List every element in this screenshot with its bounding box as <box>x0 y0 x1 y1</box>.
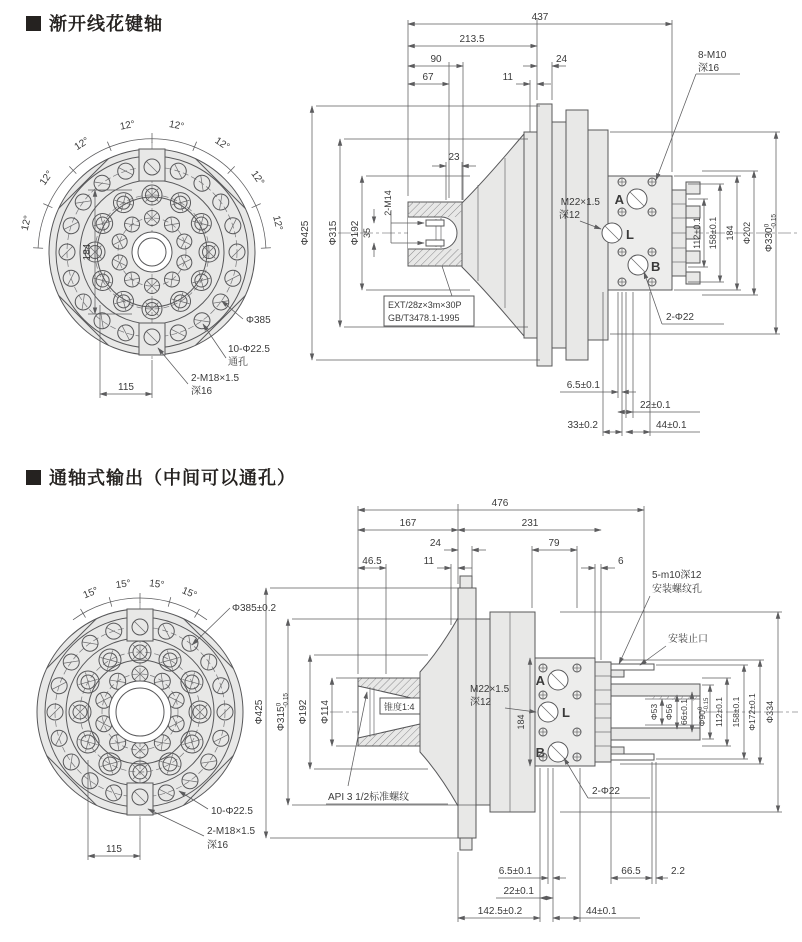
svg-text:22±0.1: 22±0.1 <box>503 886 534 897</box>
svg-text:Φ192: Φ192 <box>350 220 361 246</box>
thread-holes-label: 2-M18×1.5 <box>191 373 240 384</box>
section1-title-text: 渐开线花键轴 <box>49 14 163 34</box>
through-holes-label: 10-Φ22.5 <box>228 344 270 355</box>
svg-text:44±0.1: 44±0.1 <box>586 906 617 917</box>
svg-text:Φ425: Φ425 <box>254 699 265 725</box>
svg-text:24: 24 <box>429 538 441 549</box>
svg-text:112±0.1: 112±0.1 <box>692 217 702 249</box>
svg-text:231: 231 <box>521 518 539 529</box>
angle-label: 15° <box>148 578 165 592</box>
svg-text:142.5±0.2: 142.5±0.2 <box>477 906 523 917</box>
svg-text:M22×1.5: M22×1.5 <box>470 684 510 695</box>
top-thread-boss <box>139 149 165 181</box>
angle-label: 12° <box>119 119 136 133</box>
port-a-label: A <box>614 192 624 207</box>
svg-text:112±0.1: 112±0.1 <box>714 696 724 728</box>
svg-text:115: 115 <box>118 382 134 393</box>
angle-label: 12° <box>212 135 232 153</box>
center-through-bore <box>109 681 171 743</box>
spline-shaft-drawing <box>0 0 802 460</box>
svg-text:Φ56: Φ56 <box>664 703 674 721</box>
svg-text:2-M14: 2-M14 <box>383 190 393 216</box>
port-l-label: L <box>562 705 570 720</box>
angle-label: 12° <box>19 214 34 232</box>
svg-text:184: 184 <box>82 243 93 261</box>
port-a-label: A <box>535 673 545 688</box>
svg-text:23: 23 <box>448 152 460 163</box>
svg-text:167: 167 <box>399 518 417 529</box>
svg-text:安装螺纹孔: 安装螺纹孔 <box>652 584 702 595</box>
svg-text:67: 67 <box>422 72 434 83</box>
svg-text:深16: 深16 <box>698 63 720 74</box>
bottom-thread-boss <box>139 323 165 355</box>
svg-text:深16: 深16 <box>207 840 229 851</box>
svg-text:API 3 1/2标准螺纹: API 3 1/2标准螺纹 <box>328 792 410 803</box>
angle-label: 15° <box>81 585 100 602</box>
svg-text:Φ172±0.1: Φ172±0.1 <box>747 693 757 731</box>
svg-text:33±0.2: 33±0.2 <box>567 420 598 431</box>
port-b-label: B <box>535 745 545 760</box>
svg-text:44±0.1: 44±0.1 <box>656 420 687 431</box>
angle-label: 12° <box>37 168 56 188</box>
svg-text:Φ192: Φ192 <box>298 699 309 725</box>
svg-text:深12: 深12 <box>470 697 492 708</box>
spline-spec-note <box>384 266 474 326</box>
svg-text:22±0.1: 22±0.1 <box>640 400 671 411</box>
svg-text:EXT/28z×3m×30P: EXT/28z×3m×30P <box>388 300 462 310</box>
through-holes-label: 10-Φ22.5 <box>211 806 253 817</box>
top-thread-boss <box>127 609 153 641</box>
svg-text:90: 90 <box>430 54 442 65</box>
angle-label: 12° <box>270 214 285 232</box>
bolt-circle-label: Φ385 <box>246 315 271 326</box>
cross-section-through-shaft <box>254 498 798 922</box>
mount-thread-label <box>656 50 740 180</box>
svg-text:115: 115 <box>106 844 122 855</box>
svg-text:24: 24 <box>556 54 568 65</box>
svg-text:Φ114: Φ114 <box>320 700 331 724</box>
section2-title-text: 通轴式输出（中间可以通孔） <box>49 468 296 488</box>
svg-text:6.5±0.1: 6.5±0.1 <box>498 866 532 877</box>
angle-label: 15° <box>115 578 132 592</box>
svg-text:安装止口: 安装止口 <box>668 634 708 645</box>
svg-text:184: 184 <box>516 714 526 730</box>
svg-text:2-Φ22: 2-Φ22 <box>666 312 694 323</box>
port-l-label: L <box>626 227 634 242</box>
svg-text:213.5: 213.5 <box>459 34 485 45</box>
svg-text:Φ202: Φ202 <box>742 221 752 245</box>
svg-text:通孔: 通孔 <box>228 357 248 368</box>
angle-label: 15° <box>180 585 199 602</box>
spline-hub <box>408 202 462 266</box>
svg-text:35: 35 <box>362 227 372 239</box>
svg-text:6.5±0.1: 6.5±0.1 <box>566 380 600 391</box>
through-shaft-drawing <box>0 460 802 942</box>
taper-hub <box>358 678 424 746</box>
svg-text:2-Φ22: 2-Φ22 <box>592 786 620 797</box>
front-view-spline-flange <box>20 119 285 398</box>
dim-90: $\Phi 90^0-0.15$ <box>697 697 710 727</box>
angle-label: 12° <box>168 119 185 133</box>
svg-text:6: 6 <box>618 556 624 567</box>
svg-text:66±0.1: 66±0.1 <box>679 699 689 725</box>
svg-text:11: 11 <box>502 72 513 83</box>
svg-text:184: 184 <box>725 225 735 241</box>
svg-text:Φ53: Φ53 <box>649 703 659 721</box>
svg-text:437: 437 <box>531 12 549 23</box>
svg-text:5-m10深12: 5-m10深12 <box>652 570 702 581</box>
front-view-through-flange <box>37 578 276 860</box>
svg-text:GB/T3478.1-1995: GB/T3478.1-1995 <box>388 313 460 323</box>
svg-text:476: 476 <box>491 498 509 509</box>
svg-text:66.5: 66.5 <box>621 866 641 877</box>
svg-text:深16: 深16 <box>191 386 213 397</box>
svg-text:Φ425: Φ425 <box>300 220 311 246</box>
svg-text:Φ334: Φ334 <box>765 700 775 724</box>
svg-text:158±0.1: 158±0.1 <box>708 216 718 250</box>
svg-text:2.2: 2.2 <box>671 866 685 877</box>
svg-text:79: 79 <box>548 538 560 549</box>
svg-text:M22×1.5: M22×1.5 <box>560 197 600 208</box>
svg-text:46.5: 46.5 <box>362 556 382 567</box>
angle-label: 12° <box>248 168 267 188</box>
port-b-label: B <box>651 259 661 274</box>
bolt-circle-label: Φ385±0.2 <box>232 603 277 614</box>
bottom-thread-boss <box>127 783 153 815</box>
dim-315: $\Phi 315^0-0.15$ <box>275 692 290 732</box>
svg-text:深12: 深12 <box>558 210 580 221</box>
mount-spigot <box>611 664 654 670</box>
svg-text:Φ315: Φ315 <box>328 220 339 246</box>
svg-text:11: 11 <box>423 556 434 567</box>
cross-section-spline-shaft <box>300 12 798 436</box>
dim-330: $\Phi 330^0-0.15$ <box>763 213 778 253</box>
thread-holes-label: 2-M18×1.5 <box>207 826 256 837</box>
svg-text:158±0.1: 158±0.1 <box>731 696 741 728</box>
svg-text:8-M10: 8-M10 <box>698 50 727 61</box>
angle-label: 12° <box>72 135 92 153</box>
taper-label: 锥度1:4 <box>384 702 415 712</box>
